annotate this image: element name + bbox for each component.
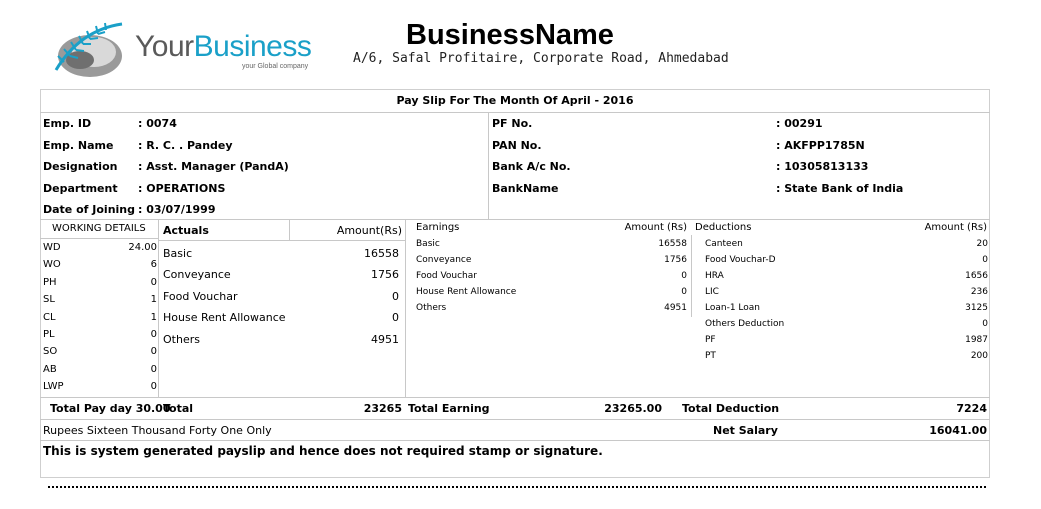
total-deduction-value: 7224: [956, 402, 987, 415]
bank-account-label: Bank A/c No.: [492, 160, 571, 173]
list-item-label: Food Vouchar: [416, 271, 477, 281]
divider: [40, 112, 990, 113]
divider: [40, 238, 158, 239]
earnings-header: Earnings: [416, 222, 460, 233]
list-item-label: House Rent Allowance: [163, 311, 286, 324]
list-item-label: House Rent Allowance: [416, 287, 517, 297]
list-item-value: 0: [681, 287, 687, 297]
divider: [488, 112, 489, 220]
list-item-label: SO: [43, 346, 58, 357]
joining-date-label: Date of Joining: [43, 203, 136, 216]
business-name: BusinessName: [406, 19, 614, 51]
list-item-value: 1987: [965, 335, 988, 345]
emp-id-label: Emp. ID: [43, 117, 92, 130]
bank-name-value: : State Bank of India: [776, 182, 904, 195]
actuals-header: Actuals: [163, 224, 209, 237]
list-item-label: PF: [705, 335, 716, 345]
earnings-amount-header: Amount (Rs): [624, 222, 687, 233]
list-item-value: 4951: [664, 303, 687, 313]
list-item-value: 200: [970, 351, 988, 361]
deductions-header: Deductions: [695, 222, 752, 233]
emp-name-value: : R. C. . Pandey: [138, 139, 233, 152]
list-item-label: Others Deduction: [705, 319, 785, 329]
pan-no-label: PAN No.: [492, 139, 542, 152]
list-item-value: 0: [681, 271, 687, 281]
logo-tagline: your Global company: [242, 63, 309, 70]
list-item-label: Conveyance: [416, 255, 472, 265]
divider: [40, 440, 990, 441]
total-deduction-label: Total Deduction: [682, 402, 780, 415]
emp-name-label: Emp. Name: [43, 139, 114, 152]
list-item-value: 3125: [965, 303, 988, 313]
list-item-label: WD: [43, 242, 61, 253]
list-item-label: WO: [43, 259, 61, 270]
list-item-label: Others: [163, 333, 200, 346]
list-item-value: 16558: [658, 239, 687, 249]
list-item-label: Canteen: [705, 239, 743, 249]
total-earning-label: Total Earning: [408, 402, 490, 415]
department-value: : OPERATIONS: [138, 182, 226, 195]
actuals-total-value: 23265: [363, 402, 402, 415]
list-item-value: 0: [982, 255, 988, 265]
list-item-label: Basic: [163, 247, 193, 260]
total-earning-value: 23265.00: [604, 402, 662, 415]
globe-fern-icon: [50, 20, 132, 78]
list-item-value: 1: [150, 294, 157, 305]
list-item-label: Loan-1 Loan: [705, 303, 760, 313]
dotted-separator: [48, 486, 986, 488]
company-logo: [50, 18, 330, 80]
list-item-value: 0: [982, 319, 988, 329]
list-item-label: PT: [705, 351, 716, 361]
divider: [40, 419, 990, 420]
actuals-amount-header: Amount(Rs): [336, 224, 402, 237]
list-item-label: PH: [43, 277, 57, 288]
deductions-amount-header: Amount (Rs): [924, 222, 987, 233]
list-item-value: 24.00: [128, 242, 157, 253]
list-item-label: Conveyance: [163, 268, 231, 281]
list-item-label: Food Vouchar: [163, 290, 238, 303]
list-item-value: 1: [150, 312, 157, 323]
footer-note: This is system generated payslip and hence does not required stamp or signature.: [43, 444, 603, 458]
bank-account-value: : 10305813133: [776, 160, 869, 173]
list-item-value: 16558: [364, 247, 399, 260]
working-details-header: WORKING DETAILS: [52, 223, 146, 234]
divider: [40, 397, 990, 398]
pf-no-value: : 00291: [776, 117, 823, 130]
list-item-label: Others: [416, 303, 447, 313]
divider: [289, 219, 290, 240]
list-item-value: 20: [976, 239, 988, 249]
list-item-value: 1756: [664, 255, 687, 265]
list-item-value: 0: [150, 329, 157, 340]
bank-name-label: BankName: [492, 182, 559, 195]
list-item-value: 236: [970, 287, 988, 297]
list-item-label: SL: [43, 294, 55, 305]
list-item-value: 6: [150, 259, 157, 270]
pf-no-label: PF No.: [492, 117, 533, 130]
list-item-label: LIC: [705, 287, 719, 297]
list-item-value: 0: [150, 364, 157, 375]
list-item-value: 0: [392, 290, 399, 303]
net-salary-label: Net Salary: [713, 424, 778, 437]
list-item-value: 0: [150, 381, 157, 392]
list-item-value: 0: [150, 346, 157, 357]
list-item-label: LWP: [43, 381, 64, 392]
emp-id-value: : 0074: [138, 117, 177, 130]
business-address: A/6, Safal Profitaire, Corporate Road, Ahmedabad: [353, 51, 729, 66]
divider: [158, 219, 159, 398]
list-item-value: 1656: [965, 271, 988, 281]
actuals-total-label: Total: [163, 402, 194, 415]
department-label: Department: [43, 182, 118, 195]
list-item-value: 1756: [371, 268, 399, 281]
designation-value: : Asst. Manager (PandA): [138, 160, 289, 173]
list-item-label: Basic: [416, 239, 440, 249]
list-item-label: AB: [43, 364, 57, 375]
list-item-label: HRA: [705, 271, 724, 281]
list-item-label: CL: [43, 312, 56, 323]
divider: [158, 240, 405, 241]
joining-date-value: : 03/07/1999: [138, 203, 216, 216]
list-item-label: PL: [43, 329, 55, 340]
payslip-title: Pay Slip For The Month Of April - 2016: [396, 94, 634, 107]
divider: [405, 219, 406, 398]
list-item-value: 0: [150, 277, 157, 288]
divider: [691, 235, 692, 317]
total-pay-day: Total Pay day 30.00: [50, 402, 171, 415]
list-item-label: Food Vouchar-D: [705, 255, 776, 265]
list-item-value: 0: [392, 311, 399, 324]
pan-no-value: : AKFPP1785N: [776, 139, 865, 152]
net-salary-words: Rupees Sixteen Thousand Forty One Only: [43, 424, 272, 437]
divider: [40, 219, 990, 220]
net-salary-value: 16041.00: [929, 424, 987, 437]
list-item-value: 4951: [371, 333, 399, 346]
logo-wordmark: YourBusiness: [135, 30, 312, 63]
designation-label: Designation: [43, 160, 118, 173]
